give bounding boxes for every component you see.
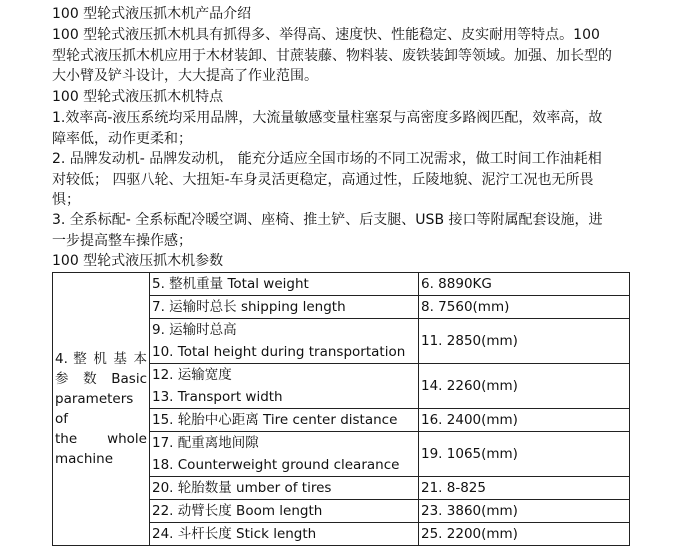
param-name-cell: 12. 运输宽度 13. Transport width <box>150 364 419 409</box>
feature-item-engine: 2. 品牌发动机- 品牌发动机， 能充分适应全国市场的不同工况需求，做工时间工作油耗相对较低； 四驱八轮、大扭矩-车身灵活更稳定，高通过性，丘陵地貌、泥泞工况也无所畏惧； <box>52 151 602 208</box>
intro-paragraph: 100 型轮式液压抓木机具有抓得多、举得高、速度快、性能稳定、皮实耐用等特点。100 型轮式液压抓木机应用于木材装卸、甘蔗装藤、物料装、废铁装卸等领域。加强、加长型的大小臂及铲斗设计，大大提高了作业范围。 <box>52 27 612 84</box>
group-label-line: the whole <box>55 431 147 447</box>
param-value-cell: 11. 2850(mm) <box>419 319 630 364</box>
group-label-line: machine <box>55 451 114 467</box>
param-name-cell: 17. 配重离地间隙 18. Counterweight ground clearance <box>150 432 419 477</box>
table-row <box>53 273 630 296</box>
group-label-cell <box>53 273 150 546</box>
param-value-cell: 23. 3860(mm) <box>419 500 630 523</box>
param-name-cell: 9. 运输时总高 10. Total height during transportation <box>150 319 419 364</box>
params-title: 100 型轮式液压抓木机参数 <box>52 253 224 269</box>
param-value-cell: 6. 8890KG <box>419 273 630 296</box>
param-value-cell: 25. 2200(mm) <box>419 523 630 546</box>
group-label-line: 参 数 Basic <box>55 371 147 387</box>
features-title: 100 型轮式液压抓木机特点 <box>52 89 224 105</box>
param-name-cell: 22. 动臂长度 Boom length <box>150 500 419 523</box>
group-label-line: 4. 整 机 基 本 <box>55 351 147 367</box>
param-name-cell: 15. 轮胎中心距离 Tire center distance <box>150 409 419 432</box>
parameters-table <box>52 272 630 546</box>
param-value-cell: 14. 2260(mm) <box>419 364 630 409</box>
param-value-cell: 8. 7560(mm) <box>419 296 630 319</box>
param-value-cell: 19. 1065(mm) <box>419 432 630 477</box>
param-name-cell: 20. 轮胎数量 umber of tires <box>150 477 419 500</box>
param-name-cell: 7. 运输时总长 shipping length <box>150 296 419 319</box>
intro-title: 100 型轮式液压抓木机产品介绍 <box>52 6 252 22</box>
group-label-line: parameters of <box>55 391 134 427</box>
feature-item-standard: 3. 全系标配- 全系标配冷暖空调、座椅、推土铲、后支腿、USB 接口等附属配套设施，进一步提高整车操作感； <box>52 212 603 249</box>
param-name-cell: 5. 整机重量 Total weight <box>150 273 419 296</box>
param-value-cell: 21. 8-825 <box>419 477 630 500</box>
param-value-cell: 16. 2400(mm) <box>419 409 630 432</box>
param-name-cell: 24. 斗杆长度 Stick length <box>150 523 419 546</box>
feature-item-efficiency: 1.效率高-液压系统均采用品牌，大流量敏感变量柱塞泵与高密度多路阀匹配，效率高，故障率低，动作更柔和； <box>52 110 603 147</box>
